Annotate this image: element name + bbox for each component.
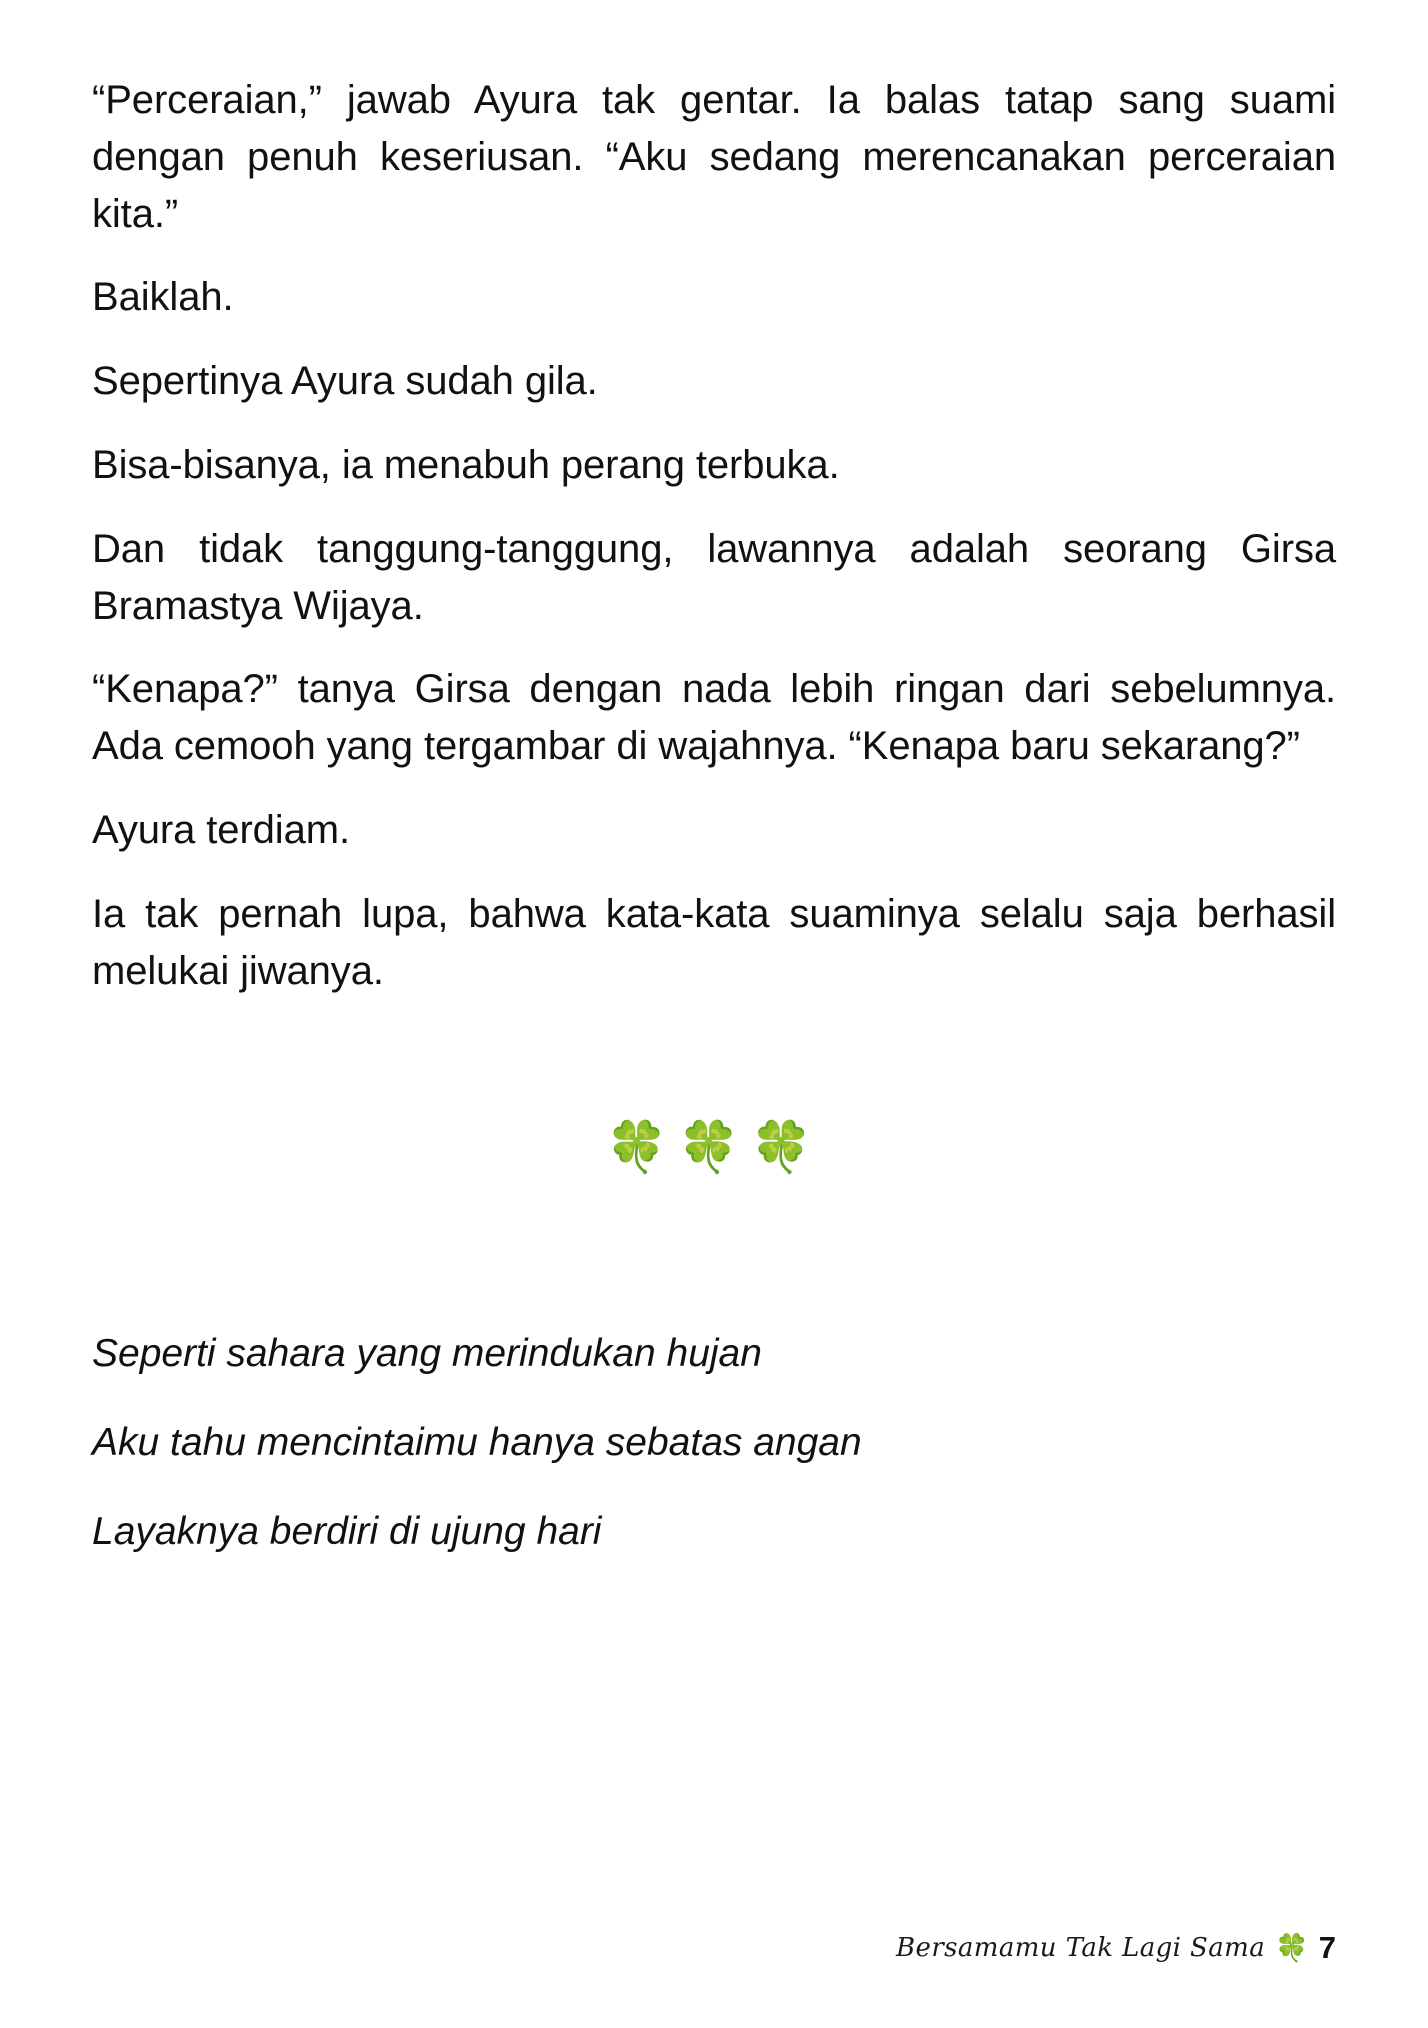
poem-block: [92, 1327, 1336, 1593]
paragraph: Dan tidak tanggung-tanggung, lawannya adalah seorang Girsa Bramastya Wijaya.: [92, 526, 1336, 628]
page-number: 7: [1318, 1930, 1336, 1965]
poem-line: Layaknya berdiri di ujung hari: [92, 1509, 602, 1553]
scene-divider: [92, 1119, 1336, 1176]
paragraph: Ia tak pernah lupa, bahwa kata-kata suaminya selalu saja berhasil melukai jiwanya.: [92, 891, 1336, 993]
paragraph: Bisa-bisanya, ia menabuh perang terbuka.: [92, 442, 840, 487]
paragraph: Baiklah.: [92, 275, 234, 320]
paragraph: Ayura terdiam.: [92, 807, 350, 852]
clover-icon: 🍀: [1275, 1932, 1309, 1963]
poem-line: Aku tahu mencintaimu hanya sebatas angan: [92, 1420, 862, 1464]
poem-line: Seperti sahara yang merindukan hujan: [92, 1332, 762, 1376]
paragraph: “Kenapa?” tanya Girsa dengan nada lebih ringan dari sebelumnya. Ada cemooh yang tergambar di wajahnya. “Kenapa baru sekarang?”: [92, 667, 1336, 769]
book-title: Bersamamu Tak Lagi Sama: [896, 1933, 1266, 1963]
paragraph: “Perceraian,” jawab Ayura tak gentar. Ia balas tatap sang suami dengan penuh keseriusan. “Aku sedang merencanakan perceraian kita.”: [92, 78, 1336, 236]
page-footer: [896, 1930, 1336, 1966]
paragraph: Sepertinya Ayura sudah gila.: [92, 359, 598, 404]
page-spacer: [92, 1593, 1336, 1988]
clover-icon: 🍀🍀🍀: [605, 1119, 823, 1176]
